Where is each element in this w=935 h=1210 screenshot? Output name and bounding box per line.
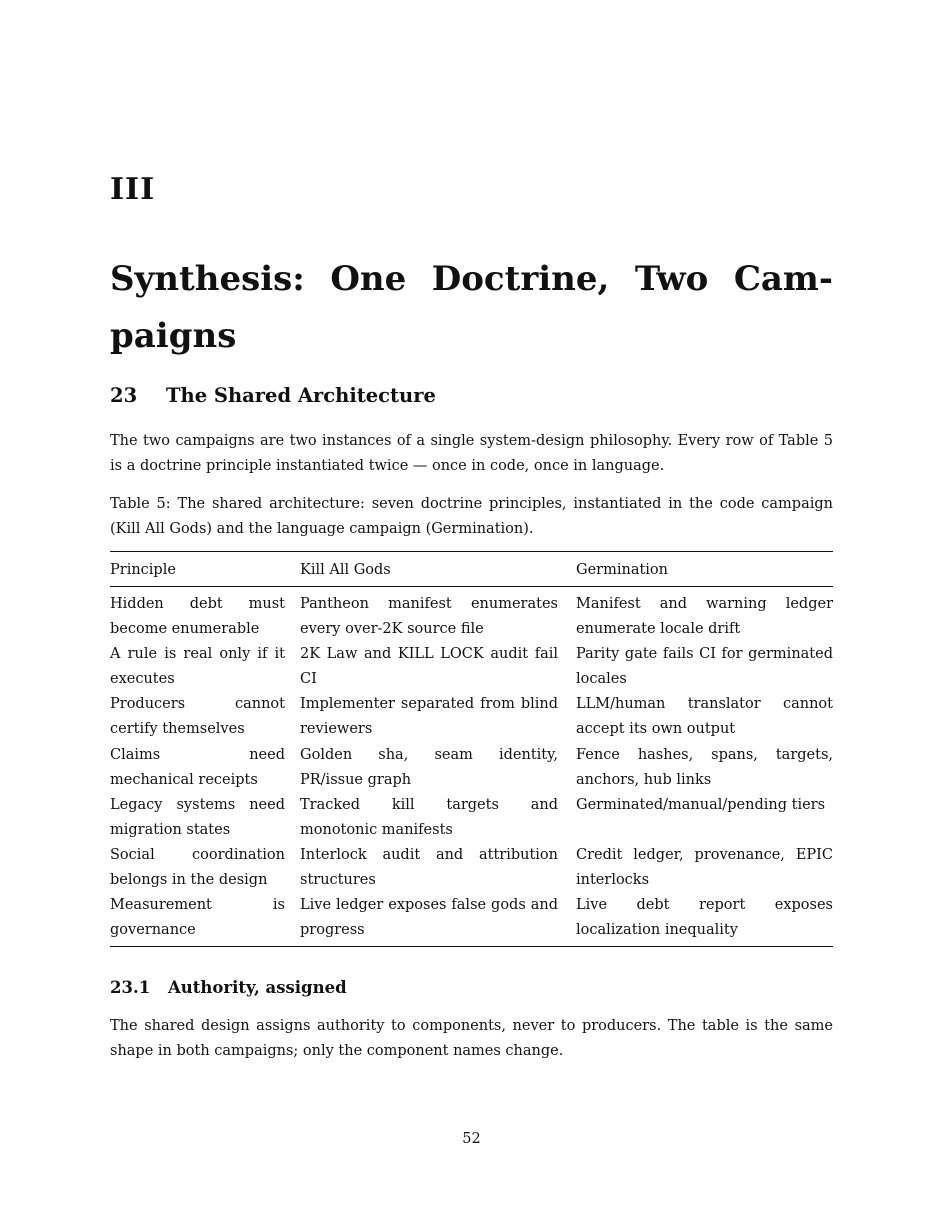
table-cell-principle: Legacy systems need migration states [110,796,285,838]
table-cell-kill-all-gods: 2K Law and KILL LOCK audit fail CI [300,646,558,688]
table-cell-germination: Credit ledger, provenance, EPIC interlocks [576,846,833,888]
table-header-rule [110,586,833,587]
table-row [110,642,833,692]
table-cell-principle: A rule is real only if it executes [110,646,285,688]
table-row [110,743,833,793]
page-number: 52 [462,1131,481,1147]
section-paragraph: The two campaigns are two instances of a single system-design philosophy. Every row of Table 5 is a doctrine principle instantiated twice — once in code, once in language. [110,433,833,474]
subsection-paragraph: The shared design assigns authority to components, never to producers. The table is the same shape in both campaigns; only the component names change. [110,1018,833,1059]
table-header-germination: Germination [576,562,668,578]
table-row [110,843,833,893]
section-title: The Shared Architecture [166,384,436,407]
table-cell-germination: Parity gate fails CI for germinated locales [576,646,833,688]
table-row [110,893,833,943]
table-top-rule [110,551,833,552]
table-row [110,793,833,843]
part-number: III [110,172,156,207]
table-bottom-rule [110,946,833,947]
part-title [110,251,833,365]
table-caption: Table 5: The shared architecture: seven doctrine principles, instantiated in the code campaign (Kill All Gods) and the language campaign (Germination). [110,496,833,537]
subsection-number: 23.1 [110,978,151,997]
subsection-heading [110,978,347,997]
section-number: 23 [110,384,138,407]
table-header-kill-all-gods: Kill All Gods [300,562,391,578]
subsection-title: Authority, assigned [168,978,347,997]
table-cell-germination: Fence hashes, spans, targets, anchors, hub links [576,746,833,788]
table-cell-principle: Claims need mechanical receipts [110,746,285,788]
document-page [110,0,833,1210]
table-body [110,592,833,943]
table-row [110,592,833,642]
table-cell-germination: LLM/human translator cannot accept its own output [576,696,833,738]
table-cell-principle: Social coordination belongs in the design [110,846,285,888]
table-row [110,692,833,742]
part-title-text: Synthesis: One Doctrine, Two Cam-paigns [110,259,833,356]
table-cell-principle: Measurement is governance [110,897,285,939]
section-heading [110,384,436,407]
table-cell-principle: Hidden debt must become enumerable [110,596,285,637]
table-cell-kill-all-gods: Pantheon manifest enumerates every over-2K source file [300,596,558,637]
table-header-principle: Principle [110,562,176,578]
table-cell-principle: Producers cannot certify themselves [110,696,285,738]
table-cell-germination: Germinated/manual/pending tiers [576,796,826,813]
table-cell-kill-all-gods: Interlock audit and attribution structures [300,846,558,888]
table-cell-kill-all-gods: Tracked kill targets and monotonic manifests [300,796,558,838]
table-cell-germination: Live debt report exposes localization inequality [576,897,833,939]
table-cell-germination: Manifest and warning ledger enumerate locale drift [576,596,833,637]
table-cell-kill-all-gods: Golden sha, seam identity, PR/issue graph [300,746,558,788]
table-cell-kill-all-gods: Live ledger exposes false gods and progress [300,897,558,939]
table-cell-kill-all-gods: Implementer separated from blind reviewers [300,696,558,738]
